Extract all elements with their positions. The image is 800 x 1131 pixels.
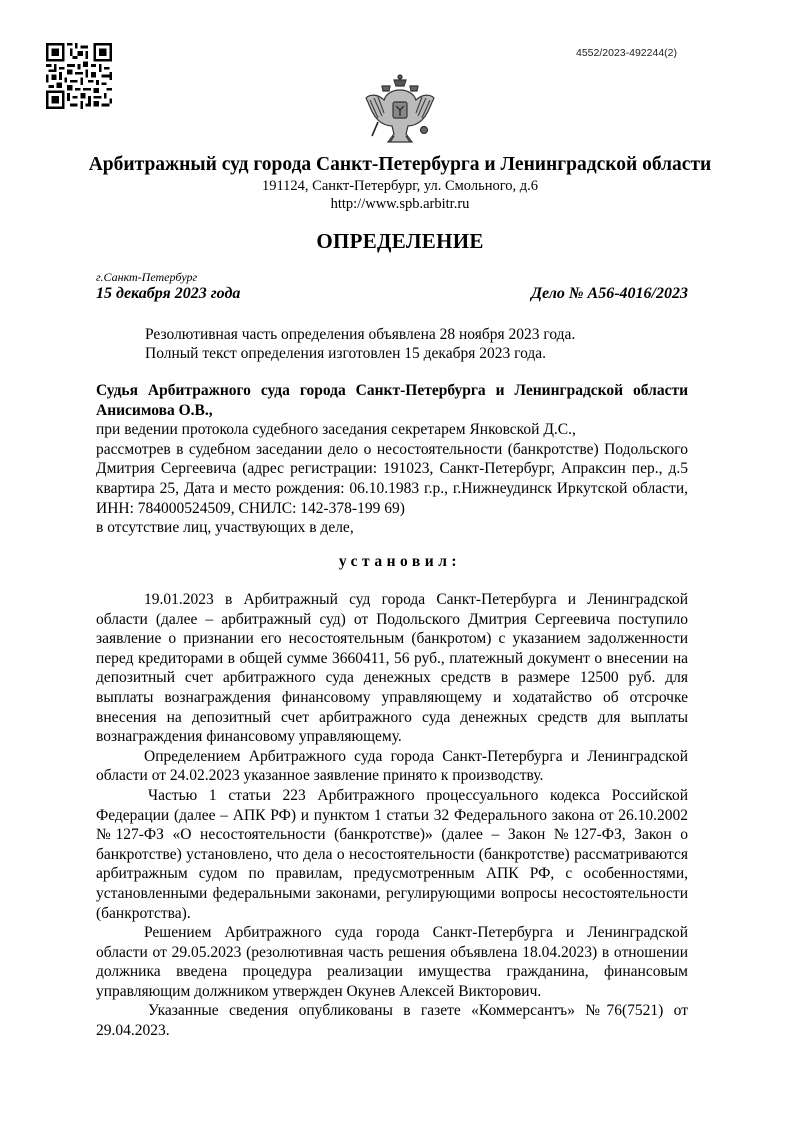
paragraph: 19.01.2023 в Арбитражный суд города Санкт-Петербурга и Ленинградской области (далее – арбитражный суд) от Подольского Дмитрия Сергеевича поступило заявление о признании его несостоятельным (банкротом) с указанием задолженности перед кредиторами в общей сумме 3660411, 56 руб., платежный документ о внесении на депозитный счет арбитражного суда денежных средств в размере 12500 руб. для выплаты вознаграждения финансовому управляющему и ходатайство об отсрочке внесения на депозитный счет арбитражного суда денежных средств для выплаты вознаграждения финансовому управляющему. [96,591,688,746]
qr-code-icon [46,43,112,109]
city: г.Санкт-Петербург [96,270,198,284]
absence-line: в отсутствие лиц, участвующих в деле, [96,519,354,537]
paragraph: Решением Арбитражного суда города Санкт-Петербурга и Ленинградской области от 29.05.2023 (резолютивная часть решения объявлена 18.04.2023) в отношении должника введена процедура реализации имущества гражданина, финансовым управляющим должником утвержден Окунев Алексей Викторович. [96,924,688,1000]
section-heading: установил: [338,553,462,570]
document-title: ОПРЕДЕЛЕНИЕ [316,229,484,253]
court-name: Арбитражный суд города Санкт-Петербурга и Ленинградской области [88,154,712,175]
russian-coat-of-arms-icon [364,72,436,148]
secretary-line: при ведении протокола судебного заседания секретарем Янковской Д.С., [96,421,576,439]
court-address: 191124, Санкт-Петербург, ул. Смольного, д.6 [261,178,539,194]
document-date: 15 декабря 2023 года [96,285,241,302]
court-url: http://www.spb.arbitr.ru [330,196,470,212]
paragraph: Определением Арбитражного суда города Санкт-Петербурга и Ленинградской области от 24.02.2023 указанное заявление принято к производству. [96,747,688,785]
case-number: Дело № А56-4016/2023 [531,285,688,302]
full-text-prepared: Полный текст определения изготовлен 15 декабря 2023 года. [145,345,547,362]
paragraph: Указанные сведения опубликованы в газете «Коммерсантъ» №76(7521) от 29.04.2023. [96,1002,688,1040]
resolution-announced: Резолютивная часть определения объявлена 28 ноября 2023 года. [145,326,576,343]
paragraph: Частью 1 статьи 223 Арбитражного процессуального кодекса Российской Федерации (далее – АПК РФ) и пунктом 1 статьи 32 Федерального закона от 26.10.2002 №127-ФЗ «О несостоятельности (банкротстве)» (далее – Закон №127-ФЗ, Закон о банкротстве) установлено, что дела о несостоятельности (банкротстве) рассматриваются арбитражным судом по правилам, предусмотренным АПК РФ, с особенностями, установленными федеральными законами, регулирующими вопросы несостоятельности (банкротства). [96,786,688,922]
case-consideration: рассмотрев в судебном заседании дело о несостоятельности (банкротстве) Подольского Дмитрия Сергеевича (адрес регистрации: 191023, Санкт-Петербург, Апраксин пер., д.5 квартира 25, Дата и место рождения: 06.10.1983 г.р., г.Нижнеудинск Иркутской области, ИНН: 784000524509, СНИЛС: 142-378-199 69) [96,440,688,517]
judge-section [96,381,688,538]
document-id: 4552/2023-492244(2) [576,47,678,59]
main-text [96,590,688,1041]
judge-title: Судья Арбитражного суда города Санкт-Петербурга и Ленинградской области Анисимова О.В., [96,382,688,419]
